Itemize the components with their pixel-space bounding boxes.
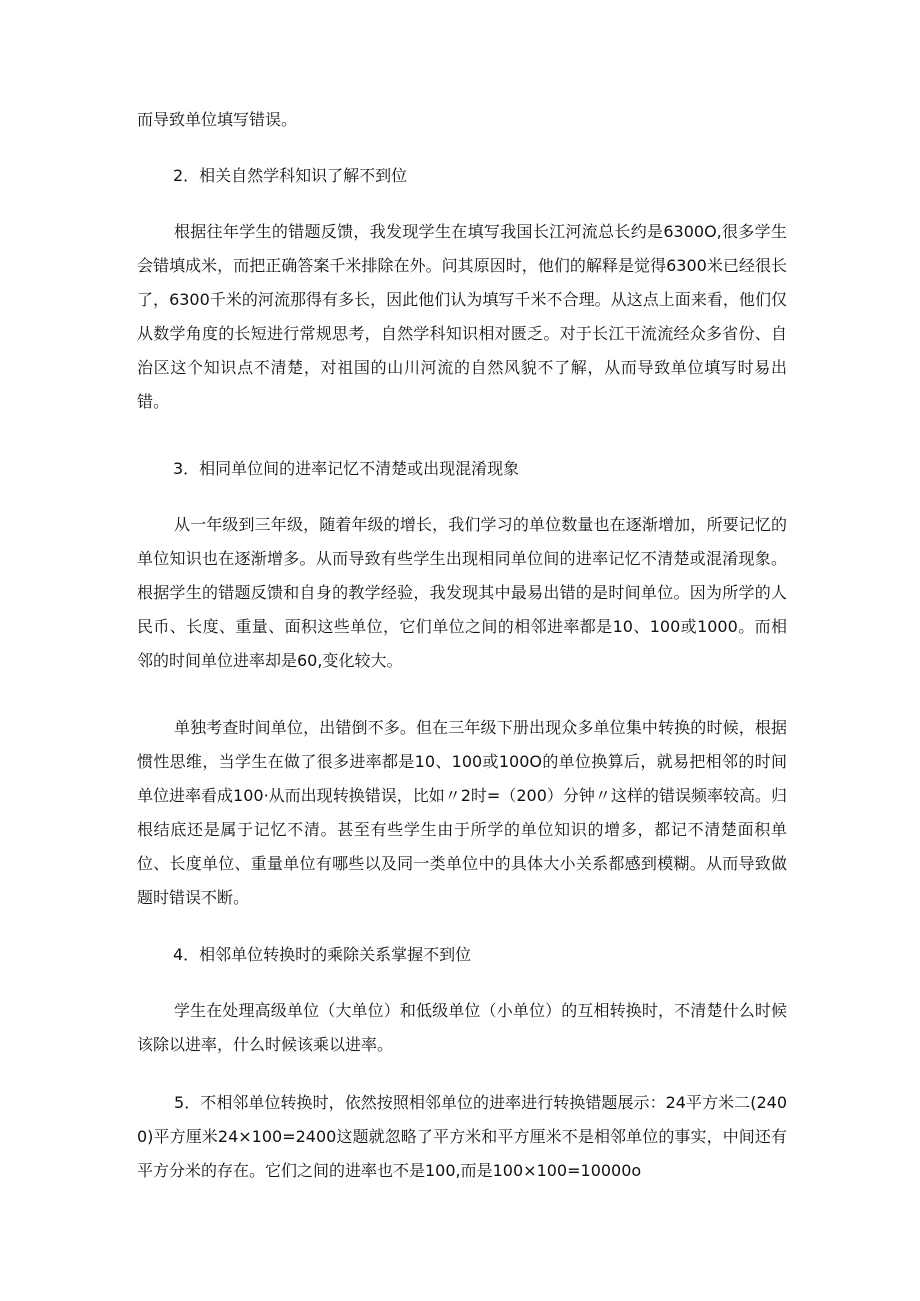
section-heading-3: 3．相同单位间的进率记忆不清楚或出现混淆现象 <box>173 459 520 478</box>
paragraph-continuation: 而导致单位填写错误。 <box>137 110 298 129</box>
paragraph-unit-memory: 从一年级到三年级，随着年级的增长，我们学习的单位数量也在逐渐增加，所要记忆的单位知识也在逐渐增多。从而导致有些学生出现相同单位间的进率记忆不清楚或混淆现象。根据学生的错题反馈和自身的教学经验，我发现其中最易出错的是时间单位。因为所学的人民币、长度、重量、面积这些单位，它们单位之间的相邻进率都是10、100或1000。而相邻的时间单位进率却是60,变化较大。 <box>137 515 787 670</box>
paragraph-non-adjacent: 5．不相邻单位转换时，依然按照相邻单位的进率进行转换错题展示：24平方米二(2400)平方厘米24×100=2400这题就忽略了平方米和平方厘米不是相邻单位的事实，中间还有平方分米的存在。它们之间的进率也不是100,而是100×100=10000o <box>137 1093 787 1180</box>
paragraph-time-units: 单独考查时间单位，出错倒不多。但在三年级下册出现众多单位集中转换的时候，根据惯性思维，当学生在做了很多进率都是10、100或100O的单位换算后，就易把相邻的时间单位进率看成100·从而出现转换错误，比如〃2时=（200）分钟〃这样的错误频率较高。归根结底还是属于记忆不清。甚至有些学生由于所学的单位知识的增多，都记不清楚面积单位、长度单位、重量单位有哪些以及同一类单位中的具体大小关系都感到模糊。从而导致做题时错误不断。 <box>137 718 787 907</box>
section-heading-2: 2．相关自然学科知识了解不到位 <box>173 166 408 185</box>
section-heading-4: 4．相邻单位转换时的乘除关系掌握不到位 <box>173 945 472 964</box>
paragraph-yangtze: 根据往年学生的错题反馈，我发现学生在填写我国长江河流总长约是6300O,很多学生会错填成米，而把正确答案千米排除在外。问其原因时，他们的解释是觉得6300米已经很长了，6300千米的河流那得有多长，因此他们认为填写千米不合理。从这点上面来看，他们仅从数学角度的长短进行常规思考，自然学科知识相对匮乏。对于长江干流流经众多省份、自治区这个知识点不清楚，对祖国的山川河流的自然风貌不了解，从而导致单位填写时易出错。 <box>137 222 787 411</box>
paragraph-conversion: 学生在处理高级单位（大单位）和低级单位（小单位）的互相转换时，不清楚什么时候该除以进率，什么时候该乘以进率。 <box>137 1001 787 1054</box>
